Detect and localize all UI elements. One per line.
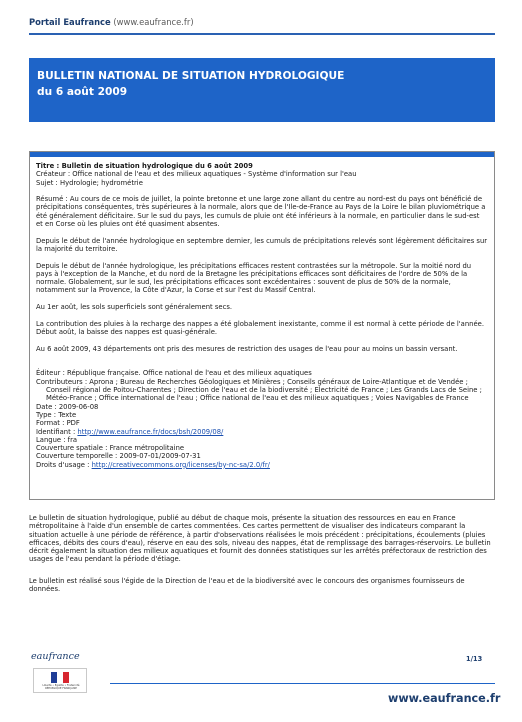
portal-header (29, 17, 194, 27)
intro-paragraph: Le bulletin de situation hydrologique, publié au début de chaque mois, présente la situation des ressources en eau en France métropolitaine à l'aide d'un ensemble de cartes commentées. Ces cartes permettent de visualiser des indicateurs comparant la situation actuelle à une période de référence, à partir d'observations réalisées le mois précédent : précipitations, écoulements (pluies efficaces, débits des cours d'eau), réserve en eau des sols, niveau des nappes, état de remplissage des barrages-réservoirs. Le bulletin décrit également la situation des milieux aquatiques et fournit des données statistiques sur les arrêtés préfectoraux de restriction des usages de l'eau pendant la période d'étiage. (29, 514, 491, 564)
flag-red-stripe (63, 672, 69, 683)
identifier-label: Identifiant : (36, 427, 78, 436)
record-subject: Sujet : Hydrologie; hydrométrie (36, 178, 143, 187)
record-accent-bar (30, 152, 494, 157)
record-title: Titre : Bulletin de situation hydrologique du 6 août 2009 (36, 162, 253, 170)
record-temporal-coverage: Couverture temporelle : 2009-07-01/2009-07-31 (36, 452, 201, 461)
logo-caption: Liberté • Égalité • Fraternité RÉPUBLIQUE FRANÇAISE (42, 684, 80, 691)
banner-title: BULLETIN NATIONAL DE SITUATION HYDROLOGIQUE (37, 70, 345, 82)
record-summary-5: La contribution des pluies à la recharge des nappes a été globalement inexistante, comme il est normal à cette période de l'année. Début août, la baisse des nappes est quasi-générale. (36, 319, 484, 336)
record-summary: Résumé : Au cours de ce mois de juillet, la pointe bretonne et une large zone allant du centre au nord-est du pays ont bénéficié de précipitations conséquentes, très supérieures à la normale, alors que de l'Ile-de-France au Pays de la Loire le bilan pluviométrique a été généralement déficitaire. Sur le sud du pays, les cumuls de pluie ont été inférieurs à la normale, en particulier dans le sud-est et en Corse où les pluies ont été quasiment absentes. (36, 195, 486, 229)
record-type: Type : Texte (36, 410, 77, 419)
footer-site-url[interactable]: www.eaufrance.fr (388, 692, 501, 705)
record-rights (36, 461, 488, 469)
logo-wordmark: eaufrance (31, 651, 80, 662)
republique-francaise-logo (33, 668, 87, 693)
record-language: Langue : fra (36, 435, 78, 444)
page-number: 1/13 (466, 655, 483, 663)
record-date: Date : 2009-06-08 (36, 402, 99, 411)
record-spatial-coverage: Couverture spatiale : France métropolitaine (36, 444, 185, 453)
rights-link[interactable]: http://creativecommons.org/licenses/by-nc-sa/2.0/fr/ (91, 460, 270, 469)
record-publisher: Éditeur : République française. Office national de l'eau et des milieux aquatiques (36, 369, 312, 378)
record-identifier (36, 428, 488, 436)
metadata-record (29, 151, 495, 500)
record-creator: Créateur : Office national de l'eau et des milieux aquatiques - Système d'information sur l'eau (36, 170, 357, 179)
title-banner (29, 58, 495, 122)
record-summary-3: Depuis le début de l'année hydrologique, les précipitations efficaces restent contrastées sur la métropole. Sur la moitié nord du pays à l'exception de la Manche, et du nord de la Bretagne les précipitations efficaces sont déficitaires de l'ordre de 50% de la normale. Globalement, sur le sud, les précipitations efficaces sont excédentaires : souvent de plus de 50% de la normale, notamment sur la Provence, la Côte d'Azur, la Corse et sur l'est du Massif Central. (36, 261, 472, 295)
record-format: Format : PDF (36, 419, 80, 428)
record-summary-6: Au 6 août 2009, 43 départements ont pris des mesures de restriction des usages de l'eau pour au moins un bassin versant. (36, 344, 458, 353)
header-divider (29, 33, 495, 35)
portal-name: Portail Eaufrance (29, 17, 111, 27)
footer-divider (110, 683, 495, 684)
french-flag-icon (51, 672, 69, 683)
identifier-link[interactable]: http://www.eaufrance.fr/docs/bsh/2009/08/ (77, 427, 224, 436)
record-summary-2: Depuis le début de l'année hydrologique en septembre dernier, les cumuls de précipitations relevés sont légèrement déficitaires sur la majorité du territoire. (36, 236, 488, 253)
record-summary-4: Au 1er août, les sols superficiels sont généralement secs. (36, 303, 233, 312)
credits-paragraph: Le bulletin est réalisé sous l'égide de la Direction de l'eau et de la biodiversité avec le concours des organismes fournisseurs de données. (29, 577, 465, 594)
portal-url[interactable]: (www.eaufrance.fr) (113, 17, 194, 27)
banner-date: du 6 août 2009 (37, 86, 128, 98)
eaufrance-logo (29, 651, 95, 701)
rights-label: Droits d'usage : (36, 460, 92, 469)
record-contributors: Contributeurs : Aprona ; Bureau de Recherches Géologiques et Minières ; Conseils généraux de Loire-Atlantique et de Vendée ; Conseil régional de Poitou-Charentes ; Direction de l'eau et de la biodiversité ; Electricité de France ; Les Grands Lacs de Seine ; Météo-France ; Office international de l'eau ; Office national de l'eau et des milieux aquatiques ; Voies Navigables de France (36, 377, 482, 403)
